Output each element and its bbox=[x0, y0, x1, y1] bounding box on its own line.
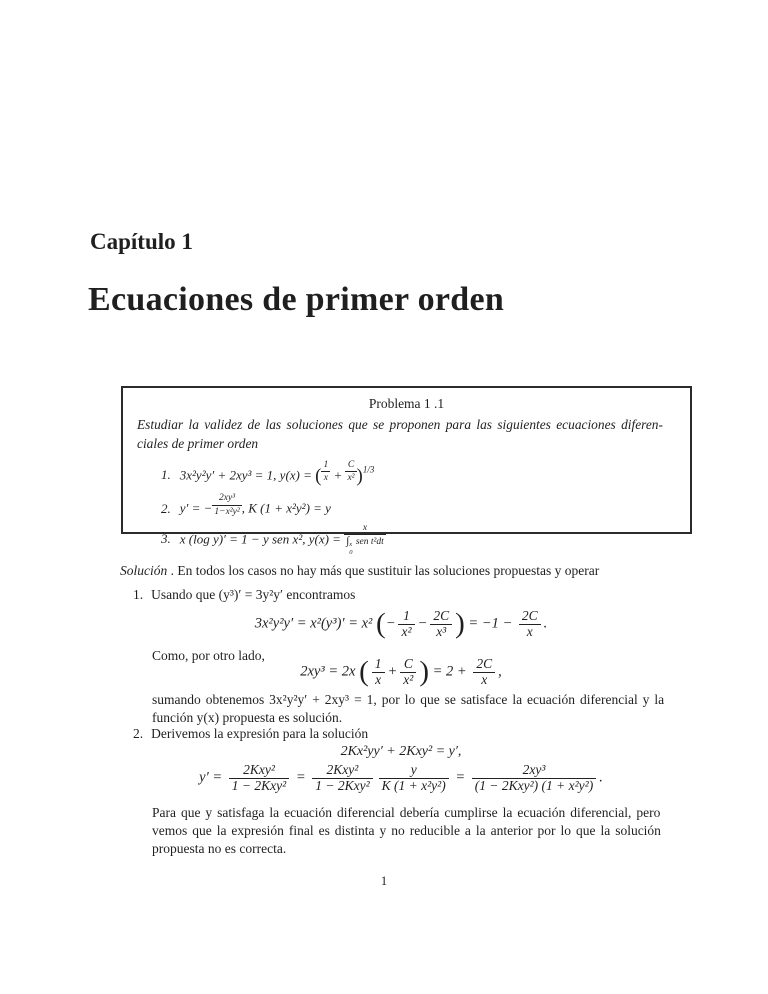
open-paren: ( bbox=[376, 607, 386, 640]
fraction: 2xy³ (1 − 2Kxy²) (1 + x²y²) bbox=[472, 763, 596, 793]
problem-list bbox=[137, 460, 676, 556]
equation-2 bbox=[120, 657, 682, 687]
fraction: $\frac{1}{\text{x²}}$ bbox=[398, 609, 414, 639]
equals-sign: = bbox=[295, 769, 306, 786]
problem-statement bbox=[137, 415, 676, 453]
paragraph-line: propuesta no es correcta. bbox=[152, 840, 287, 856]
math-text: 3x²y²y′ = x²(y³)′ = x² bbox=[254, 615, 373, 632]
chapter-label: Capítulo 1 bbox=[90, 229, 193, 254]
solution-item-2-lead: 2. Derivemos la expresión para la solución bbox=[133, 726, 369, 741]
fraction: $\frac{\text{2xy³}}{\text{1−x²y²}}$ bbox=[214, 493, 240, 517]
equation-1 bbox=[120, 609, 682, 639]
math-text: = 2 + bbox=[432, 663, 467, 680]
fraction: $\frac{2C}{\text{x³}}$ bbox=[430, 609, 452, 639]
period: . bbox=[599, 769, 603, 786]
item-number: 1. bbox=[133, 587, 144, 602]
problem-item-2 bbox=[161, 493, 676, 517]
fraction: $\frac{2C}{x}$ bbox=[473, 657, 495, 687]
integral-limits: x 0 bbox=[349, 541, 353, 556]
item-number: 2. bbox=[133, 726, 144, 741]
solution-item-1-lead: 1. Usando que (y³)′ = 3y²y′ encontramos bbox=[133, 587, 356, 602]
fraction: $\frac{y}{\text{K (1 + x²y²)}}$ bbox=[379, 763, 449, 793]
paragraph-line: Para que y satisfaga la ecuación diferencial debería cumplirse la ecuación diferencial, pero bbox=[152, 805, 661, 820]
solution-intro-text: . En todos los casos no hay más que sustituir las soluciones propuestas y operar bbox=[167, 563, 600, 578]
open-paren: ( bbox=[315, 465, 322, 487]
math-text: x (log y)′ = 1 − y sen x², y(x) = bbox=[179, 531, 341, 547]
fraction: 2Kxy² 1 − 2Kxy² bbox=[229, 763, 289, 793]
problem-title: Problema 1 .1 bbox=[368, 396, 445, 411]
math-text: 3x²y²y′ + 2xy³ = 1, y(x) = bbox=[179, 467, 312, 483]
fraction: 2Kxy² 1 − 2Kxy² bbox=[312, 763, 372, 793]
chapter-title: Ecuaciones de primer orden bbox=[88, 281, 505, 318]
fraction: $\frac{2C}{x}$ bbox=[519, 609, 541, 639]
period: . bbox=[543, 615, 548, 632]
math-text: = −1 − bbox=[468, 615, 513, 632]
item-number: 2. bbox=[161, 500, 171, 516]
problem-box bbox=[121, 386, 692, 556]
comma: , bbox=[498, 663, 502, 680]
math-text: 2xy³ = 2x bbox=[300, 663, 356, 680]
item-number: 3. bbox=[161, 531, 171, 547]
open-paren: ( bbox=[359, 655, 369, 688]
item-number: 1. bbox=[161, 467, 171, 483]
problem-statement-line2: ciales de primer orden bbox=[137, 436, 259, 452]
close-paren: ) bbox=[356, 465, 363, 487]
minus-sign: − bbox=[417, 615, 428, 632]
minus-sign: − bbox=[385, 615, 396, 632]
solution-intro bbox=[120, 563, 599, 579]
equation-3: 2Kx²yy′ + 2Kxy² = y′, bbox=[340, 744, 462, 759]
math-text: y′ = bbox=[199, 769, 223, 786]
fraction: $\frac{C}{\text{x²}}$ bbox=[400, 657, 416, 687]
exponent: 1/3 bbox=[362, 464, 375, 475]
close-paren: ) bbox=[455, 607, 465, 640]
paragraph-line: sumando obtenemos 3x²y²y′ + 2xy³ = 1, por lo que se satisface la ecuación diferencial y la bbox=[152, 692, 665, 707]
solution-label: Solución bbox=[120, 563, 168, 578]
problem-item-3 bbox=[161, 523, 676, 556]
integral-icon: ∫ bbox=[346, 535, 350, 548]
equation-4 bbox=[120, 763, 682, 793]
sumando-paragraph bbox=[152, 691, 686, 727]
page-number: 1 bbox=[380, 874, 388, 888]
fraction: $\frac{C}{\text{x²}}$ bbox=[347, 460, 355, 484]
math-text: y′ = − bbox=[179, 500, 213, 516]
close-paren: ) bbox=[419, 655, 430, 688]
paragraph-line: función y(x) propuesta es solución. bbox=[152, 709, 343, 725]
problem-item-1 bbox=[161, 460, 676, 487]
problem-statement-line1: Estudiar la validez de las soluciones que se proponen para las siguientes ecuaciones diferen- bbox=[137, 417, 663, 432]
fraction: x ∫ x 0 sen t²dt bbox=[346, 522, 384, 556]
math-text: , K (1 + x²y²) = y bbox=[241, 500, 331, 516]
como-text: Como, por otro lado, bbox=[152, 648, 265, 663]
paragraph-line: vemos que la expresión final es distinta y no reducible a la anterior por lo que la solución bbox=[152, 822, 661, 838]
equals-sign: = bbox=[455, 769, 466, 786]
final-paragraph bbox=[152, 804, 686, 857]
plus-sign: + bbox=[387, 663, 398, 680]
fraction: $\frac{1}{x}$ bbox=[323, 460, 329, 484]
plus-sign: + bbox=[333, 467, 343, 483]
fraction: $\frac{1}{x}$ bbox=[372, 657, 385, 687]
